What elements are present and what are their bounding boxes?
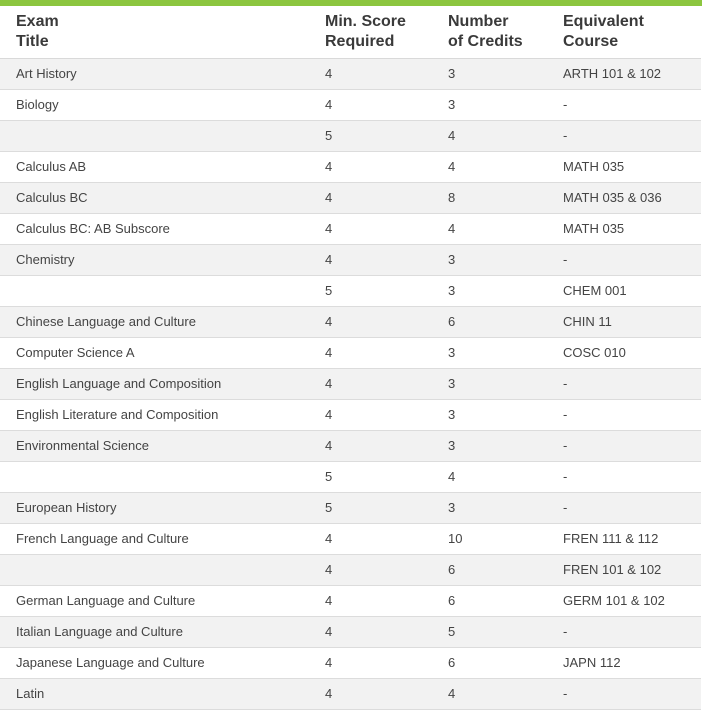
credits-cell: 3 [448,345,456,360]
min-score-cell: 4 [325,593,333,608]
table-row [0,617,701,648]
exam-title-cell: Chemistry [16,252,75,267]
min-score-cell: 4 [325,655,333,670]
credits-cell: 6 [448,562,456,577]
exam-title-cell: Art History [16,66,77,81]
exam-title-cell: Calculus BC: AB Subscore [16,221,170,236]
exam-title-cell: French Language and Culture [16,531,189,546]
equivalent-course-cell: - [563,500,568,515]
equivalent-course-cell: ARTH 101 & 102 [563,66,662,81]
table-row [0,369,701,400]
equivalent-course-cell: - [563,128,568,143]
table-row [0,152,701,183]
credits-cell: 8 [448,190,456,205]
equivalent-course-cell: - [563,97,568,112]
credits-cell: 3 [448,97,456,112]
table-row [0,121,701,152]
table-row [0,183,701,214]
min-score-cell: 4 [325,314,333,329]
min-score-cell: 4 [325,407,333,422]
exam-title-cell: European History [16,500,117,515]
equivalent-course-cell: COSC 010 [563,345,626,360]
equivalent-course-cell: - [563,686,568,701]
min-score-cell: 4 [325,345,333,360]
equivalent-course-cell: FREN 101 & 102 [563,562,662,577]
table-row [0,555,701,586]
exam-title-cell: Latin [16,686,45,701]
header-min-score: Min. Score Required [325,13,406,50]
exam-title-cell: Chinese Language and Culture [16,314,196,329]
credits-cell: 3 [448,66,456,81]
credits-cell: 4 [448,686,456,701]
table-row [0,276,701,307]
min-score-cell: 4 [325,376,333,391]
credits-cell: 3 [448,438,456,453]
min-score-cell: 5 [325,128,333,143]
min-score-cell: 4 [325,686,333,701]
equivalent-course-cell: CHIN 11 [563,314,612,329]
table-row [0,431,701,462]
credits-cell: 3 [448,500,456,515]
table-header [0,6,701,59]
credits-cell: 4 [448,159,456,174]
table-row [0,59,701,90]
credits-cell: 3 [448,407,456,422]
credits-cell: 10 [448,531,463,546]
exam-title-cell: English Literature and Composition [16,407,219,422]
equivalent-course-cell: - [563,624,568,639]
table-row [0,338,701,369]
table-row [0,524,701,555]
min-score-cell: 5 [325,283,333,298]
equivalent-course-cell: - [563,407,568,422]
exam-title-cell: Italian Language and Culture [16,624,183,639]
min-score-cell: 4 [325,159,333,174]
credits-cell: 4 [448,221,456,236]
exam-title-cell: Calculus BC [16,190,88,205]
exam-title-cell: Environmental Science [16,438,149,453]
table-body [0,59,701,710]
table-row [0,245,701,276]
min-score-cell: 4 [325,66,333,81]
credits-cell: 5 [448,624,456,639]
header-equivalent-course: Equivalent Course [563,13,644,50]
equivalent-course-cell: - [563,469,568,484]
equivalent-course-cell: CHEM 001 [563,283,627,298]
equivalent-course-cell: MATH 035 [563,221,625,236]
min-score-cell: 5 [325,500,333,515]
table-row [0,214,701,245]
table-row [0,400,701,431]
table-row [0,586,701,617]
min-score-cell: 4 [325,97,333,112]
equivalent-course-cell: JAPN 112 [563,655,621,670]
header-number-of-credits: Number of Credits [448,13,523,50]
equivalent-course-cell: - [563,376,568,391]
credits-cell: 6 [448,314,456,329]
credits-cell: 3 [448,252,456,267]
min-score-cell: 4 [325,221,333,236]
min-score-cell: 4 [325,531,333,546]
table-row [0,679,701,710]
exam-title-cell: Computer Science A [16,345,135,360]
equivalent-course-cell: MATH 035 [563,159,625,174]
table-row [0,307,701,338]
exam-title-cell: Calculus AB [16,159,87,174]
equivalent-course-cell: - [563,438,568,453]
credits-cell: 6 [448,655,456,670]
exam-title-cell: German Language and Culture [16,593,196,608]
table-row [0,90,701,121]
credits-cell: 3 [448,376,456,391]
table-row [0,462,701,493]
table-row [0,493,701,524]
exam-title-cell: Biology [16,97,59,112]
min-score-cell: 4 [325,624,333,639]
equivalent-course-cell: GERM 101 & 102 [563,593,665,608]
exam-title-cell: English Language and Composition [16,376,222,391]
table-row [0,648,701,679]
credits-cell: 3 [448,283,456,298]
header-exam-title: Exam Title [16,13,59,50]
min-score-cell: 4 [325,190,333,205]
equivalent-course-cell: - [563,252,568,267]
exam-title-cell: Japanese Language and Culture [16,655,205,670]
credits-cell: 6 [448,593,456,608]
equivalent-course-cell: MATH 035 & 036 [563,190,662,205]
min-score-cell: 4 [325,438,333,453]
min-score-cell: 4 [325,252,333,267]
equivalent-course-cell: FREN 111 & 112 [563,531,659,546]
min-score-cell: 4 [325,562,333,577]
credits-cell: 4 [448,469,456,484]
credits-cell: 4 [448,128,456,143]
min-score-cell: 5 [325,469,333,484]
